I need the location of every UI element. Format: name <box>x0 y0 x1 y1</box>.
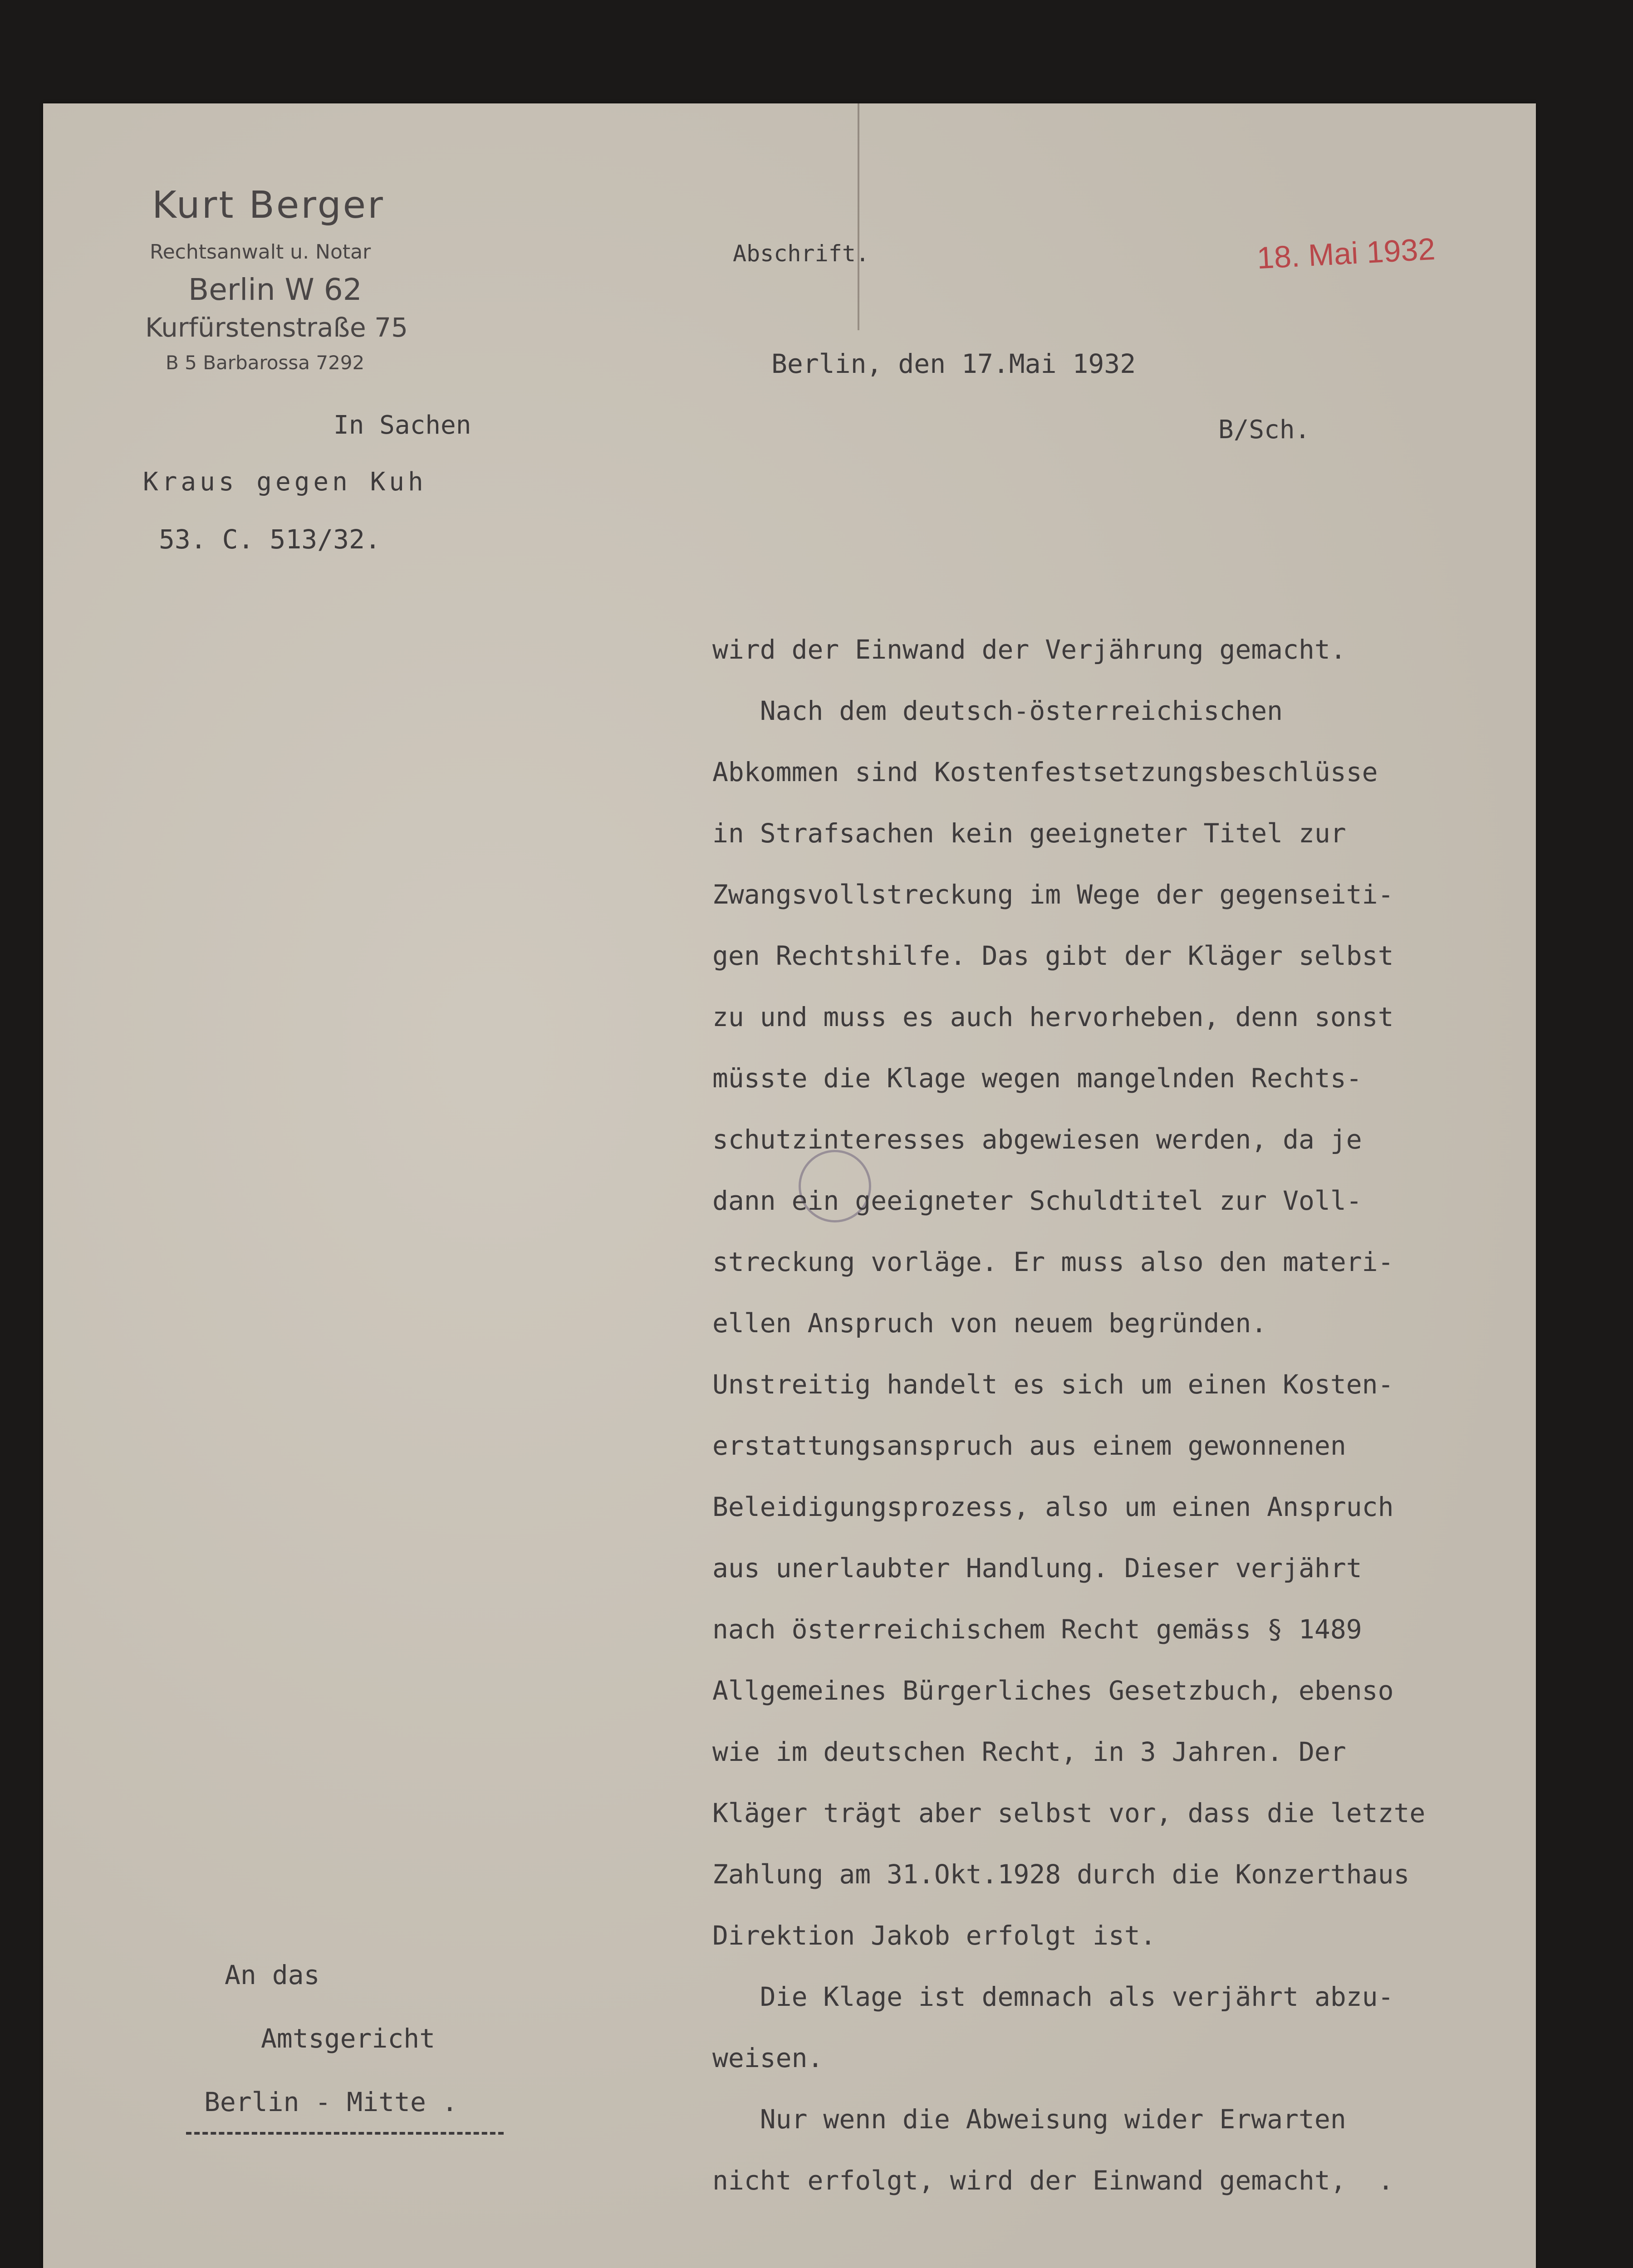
letterhead-phone: B 5 Barbarossa 7292 <box>166 352 365 374</box>
letterhead-name: Kurt Berger <box>152 184 385 227</box>
copy-label: Abschrift. <box>733 240 870 267</box>
paper-fold <box>858 103 859 330</box>
address-line-1: An das <box>225 1960 320 1990</box>
address-city: Berlin - Mitte . <box>204 2087 458 2117</box>
case-number: 53. C. 513/32. <box>159 524 381 555</box>
letterhead-street: Kurfürstenstraße 75 <box>145 312 408 343</box>
letterhead-title: Rechtsanwalt u. Notar <box>150 240 371 264</box>
case-parties: Kraus gegen Kuh <box>143 467 427 497</box>
address-underline <box>186 2132 504 2135</box>
case-intro: In Sachen <box>333 411 471 440</box>
letterhead-city: Berlin W 62 <box>188 272 362 307</box>
letter-body: wird der Einwand der Verjährung gemacht. Nach dem deutsch-österreichischen Abkommen sind Kostenfestsetzungsbeschlüsse in Strafsachen kein geeigneter Titel zur Zwangsvollstreckung im Wege der gegenseiti- gen Rechtshilfe. Das gibt der Kläger selbst zu und muss es auch hervorheben, denn sonst müsste die Klage wegen mangelnden Rechts- schutzinteresses abgewiesen werden, da je dann ein geeigneter Schuldtitel zur Voll- streckung vorläge. Er muss also den materi- ellen Anspruch von neuem begründen. Unstreitig handelt es sich um einen Kosten- erstattungsanspruch aus einem gewonnenen Beleidigungsprozess, also um einen Anspruch aus unerlaubter Handlung. Dieser verjährt nach österreichischem Recht gemäss § 1489 Allgemeines Bürgerliches Gesetzbuch, ebenso wie im deutschen Recht, in 3 Jahren. Der Kläger trägt aber selbst vor, dass die letzte Zahlung am 31.Okt.1928 durch die Konzerthaus Direktion Jakob erfolgt ist. Die Klage ist demnach als verjährt abzu- weisen. Nur wenn die Abweisung wider Erwarten nicht erfolgt, wird der Einwand gemacht, . <box>712 634 1426 2196</box>
place-and-date: Berlin, den 17.Mai 1932 <box>771 348 1136 379</box>
address-court: Amtsgericht <box>261 2023 436 2054</box>
reference-code: B/Sch. <box>1218 415 1310 445</box>
received-date-stamp: 18. Mai 1932 <box>1256 231 1436 276</box>
